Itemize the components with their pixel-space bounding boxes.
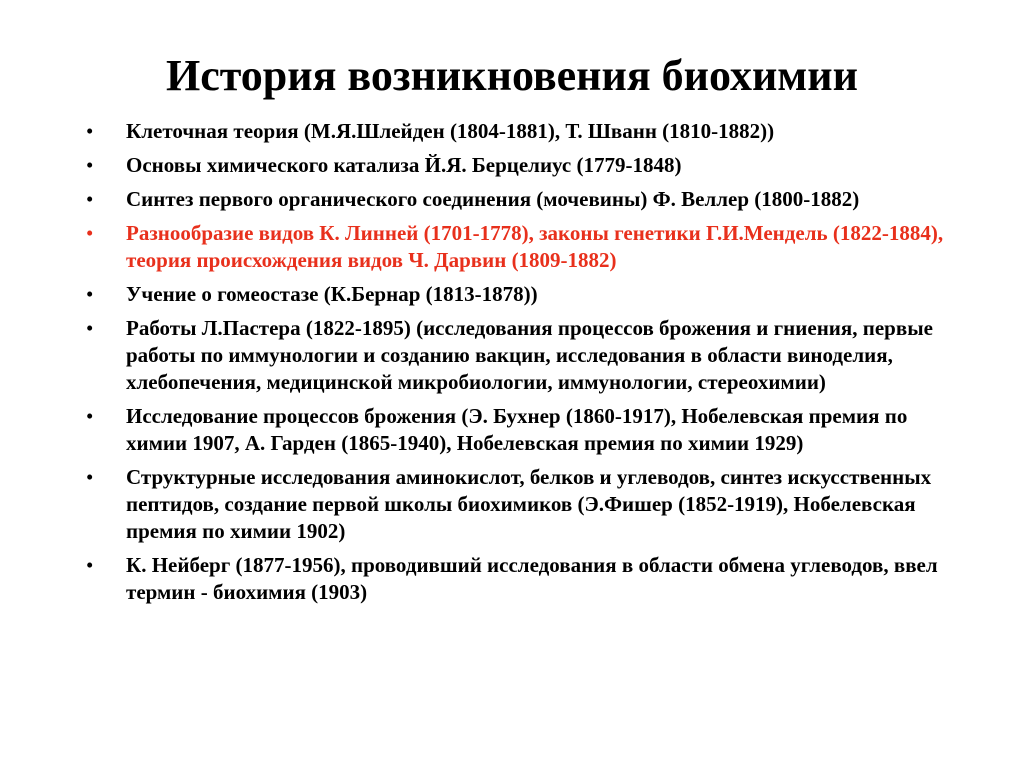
bullet-icon: • xyxy=(86,282,94,306)
bullet-text: Учение о гомеостазе (К.Бернар (1813-1878)) xyxy=(126,282,538,306)
bullet-list xyxy=(86,118,966,613)
bullet-item-urea-synthesis xyxy=(86,186,966,213)
bullet-text: Синтез первого органического соединения (мочевины) Ф. Веллер (1800-1882) xyxy=(126,187,860,211)
bullet-icon: • xyxy=(86,221,94,245)
bullet-icon: • xyxy=(86,316,94,340)
bullet-icon: • xyxy=(86,153,94,177)
bullet-item-fermentation xyxy=(86,403,966,457)
bullet-text: Клеточная теория (М.Я.Шлейден (1804-1881), Т. Шванн (1810-1882)) xyxy=(126,119,775,143)
bullet-text: Работы Л.Пастера (1822-1895) (исследования процессов брожения и гниения, первые работы по иммунологии и созданию вакцин, исследования в области виноделия, хлебопечения, медицинской микробиологии, иммунологии, стереохимии) xyxy=(126,316,933,394)
bullet-text: Основы химического катализа Й.Я. Берцелиус (1779-1848) xyxy=(126,153,682,177)
bullet-text: Структурные исследования аминокислот, белков и углеводов, синтез искусственных пептидов, создание первой школы биохимиков (Э.Фишер (1852-1919), Нобелевская премия по химии 1902) xyxy=(126,465,932,543)
bullet-icon: • xyxy=(86,465,94,489)
bullet-item-structural-research xyxy=(86,464,966,545)
bullet-text: К. Нейберг (1877-1956), проводивший исследования в области обмена углеводов, ввел термин - биохимия (1903) xyxy=(126,553,938,604)
slide-title: История возникновения биохимии xyxy=(166,51,858,100)
bullet-icon: • xyxy=(86,404,94,428)
bullet-text: Исследование процессов брожения (Э. Бухнер (1860-1917), Нобелевская премия по химии 1907, А. Гарден (1865-1940), Нобелевская премия по химии 1929) xyxy=(126,404,908,455)
bullet-item-homeostasis xyxy=(86,281,966,308)
bullet-item-pasteur xyxy=(86,315,966,396)
bullet-item-species-diversity xyxy=(86,220,966,274)
bullet-item-neuberg xyxy=(86,552,966,606)
bullet-item-cell-theory xyxy=(86,118,966,145)
bullet-icon: • xyxy=(86,119,94,143)
bullet-icon: • xyxy=(86,553,94,577)
bullet-item-catalysis xyxy=(86,152,966,179)
bullet-text: Разнообразие видов К. Линней (1701-1778), законы генетики Г.И.Мендель (1822-1884), теория происхождения видов Ч. Дарвин (1809-1882) xyxy=(126,221,944,272)
bullet-icon: • xyxy=(86,187,94,211)
